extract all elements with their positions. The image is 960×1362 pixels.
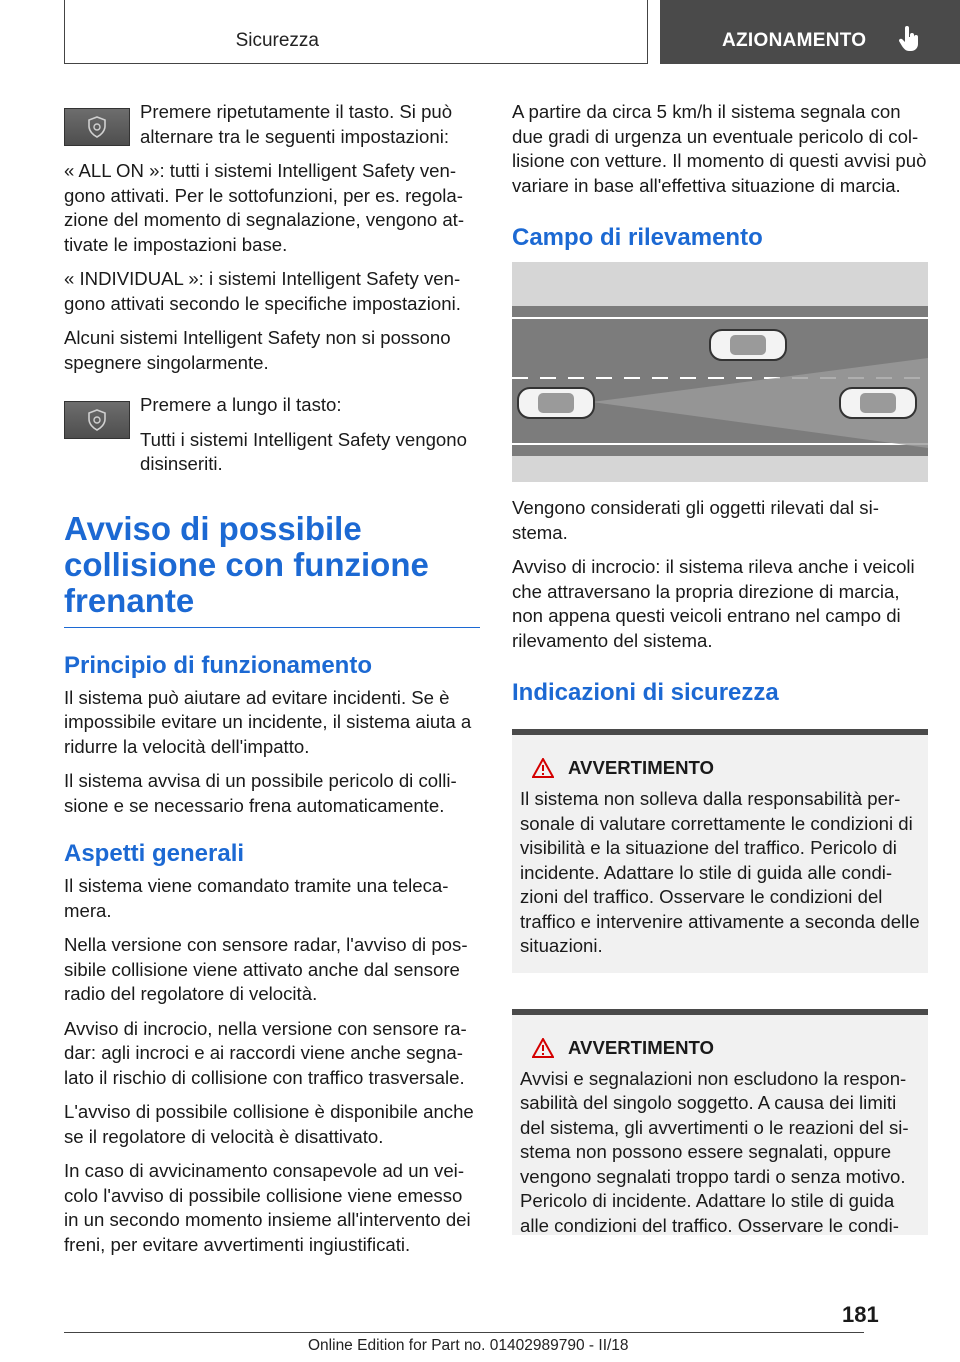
detection-range-illustration bbox=[512, 262, 928, 482]
car-ahead-icon bbox=[840, 388, 916, 418]
paragraph-individual: « INDIVIDUAL »: i sistemi Intelligent Safety vengono attivati secondo le specifiche impostazioni. bbox=[64, 268, 461, 314]
paragraph-general-5: In caso di avvicinamento consapevole ad un veicolo l'avviso di possibile collisione viene emesso in un secondo momento insieme all'intervento dei freni, per evitare avvertimenti ingiustificati. bbox=[64, 1160, 471, 1255]
paragraph-press-long: Premere a lungo il tasto: bbox=[140, 394, 342, 415]
section-heading-collision-warning: Avviso di possibile collisione con funzione frenante bbox=[64, 511, 480, 628]
paragraph-function-1: Il sistema può aiutare ad evitare incidenti. Se è impossibile evitare un incidente, il sistema aiuta a ridurre la velocità dell'impatto. bbox=[64, 686, 472, 757]
paragraph-all-on: « ALL ON »: tutti i sistemi Intelligent Safety vengono attivati. Per le sottofunzioni, per es. regolazione del momento di segnalazione, vengono attivate le impostazioni base. bbox=[64, 160, 465, 255]
paragraph-detected-objects: Vengono considerati gli oggetti rilevati dal sistema. bbox=[512, 497, 879, 543]
subheading-function-principle: Principio di funzionamento bbox=[64, 651, 372, 679]
warning-text-1: Il sistema non solleva dalla responsabilità personale di valutare correttamente le condizioni di visibilità e la situazione del traffico. Pericolo di incidente. Adattare lo stile di guida alle condizioni del traffico. Osservare le condizioni del traffico e intervenire attivamente a seconda delle situazioni. bbox=[520, 788, 920, 956]
warning-text-2: Avvisi e segnalazioni non escludono la responsabilità del singolo soggetto. A causa dei limiti del sistema, gli avvertimenti o le reazioni del sistema non possono essere segnalati, oppure vengono segnalati troppo tardi o senza motivo. Pericolo di incidente. Adattare lo stile di guida alle condizioni del traffico. Osservare le condi- bbox=[520, 1067, 909, 1235]
paragraph-not-switchable: Alcuni sistemi Intelligent Safety non si possono spegnere singolarmente. bbox=[64, 327, 451, 373]
paragraph-all-off-text: Tutti i sistemi Intelligent Safety vengono disinseriti. bbox=[140, 428, 467, 474]
warning-title-2 bbox=[520, 1037, 920, 1059]
paragraph-speed-warning: A partire da circa 5 km/h il sistema segnala con due gradi di urgenza un eventuale pericolo di collisione con vetture. Il momento di questi avvisi può variare in base all'effettiva situazione di marcia. bbox=[512, 101, 927, 196]
warning-title-2-text: AVVERTIMENTO bbox=[568, 1036, 715, 1058]
paragraph-crossing-warning: Avviso di incrocio: il sistema rileva anche i veicoli che attraversano la propria direzione di marcia, non appena questi veicoli entrano nel campo di rilevamento del sistema. bbox=[512, 556, 915, 651]
paragraph-general-2: Nella versione con sensore radar, l'avviso di possibile collisione viene attivato anche dal sensore radio del regolatore di velocità. bbox=[64, 934, 468, 1004]
subheading-safety-notes: Indicazioni di sicurezza bbox=[512, 679, 779, 706]
subheading-detection-range: Campo di rilevamento bbox=[512, 224, 763, 251]
hand-pointer-icon bbox=[898, 26, 920, 52]
warning-box-1 bbox=[512, 729, 928, 973]
header-section-title: Sicurezza bbox=[235, 30, 319, 51]
car-own-icon bbox=[518, 388, 594, 418]
paragraph-general-1: Il sistema viene comandato tramite una telecamera. bbox=[64, 875, 449, 921]
paragraph-general-3: Avviso di incrocio, nella versione con sensore radar: agli incroci e ai raccordi viene anche segnalato il rischio di collisione con traffico trasversale. bbox=[64, 1017, 467, 1088]
subheading-general: Aspetti generali bbox=[64, 840, 245, 867]
warning-triangle-icon bbox=[532, 1038, 554, 1058]
paragraph-general-4: L'avviso di possibile collisione è disponibile anche se il regolatore di velocità è disattivato. bbox=[64, 1101, 474, 1147]
header-chapter-title: AZIONAMENTO bbox=[722, 30, 867, 51]
warning-box-2 bbox=[512, 1009, 928, 1235]
safety-button-icon bbox=[64, 401, 130, 439]
left-column bbox=[64, 100, 480, 1267]
warning-title-1-text: AVVERTIMENTO bbox=[568, 757, 715, 778]
button-instruction-2 bbox=[64, 393, 480, 477]
warning-triangle-icon bbox=[532, 758, 554, 778]
footer-edition: Online Edition for Part no. 01402989790 - II/18 bbox=[308, 1337, 629, 1354]
paragraph-function-2: Il sistema avvisa di un possibile pericolo di collisione e se necessario frena automaticamente. bbox=[64, 770, 457, 816]
car-top-icon bbox=[710, 330, 786, 360]
page-number: 181 bbox=[842, 1302, 879, 1327]
header-chapter-tab bbox=[660, 0, 960, 64]
safety-button-icon bbox=[64, 108, 130, 146]
button-instruction-1 bbox=[64, 100, 480, 149]
paragraph-press-repeatedly: Premere ripetutamente il tasto. Si può alternare tra le seguenti impostazioni: bbox=[140, 101, 453, 147]
warning-title-1 bbox=[520, 757, 920, 779]
footer-divider bbox=[64, 1332, 864, 1333]
right-column bbox=[512, 100, 928, 1235]
header-section-box bbox=[64, 0, 648, 64]
